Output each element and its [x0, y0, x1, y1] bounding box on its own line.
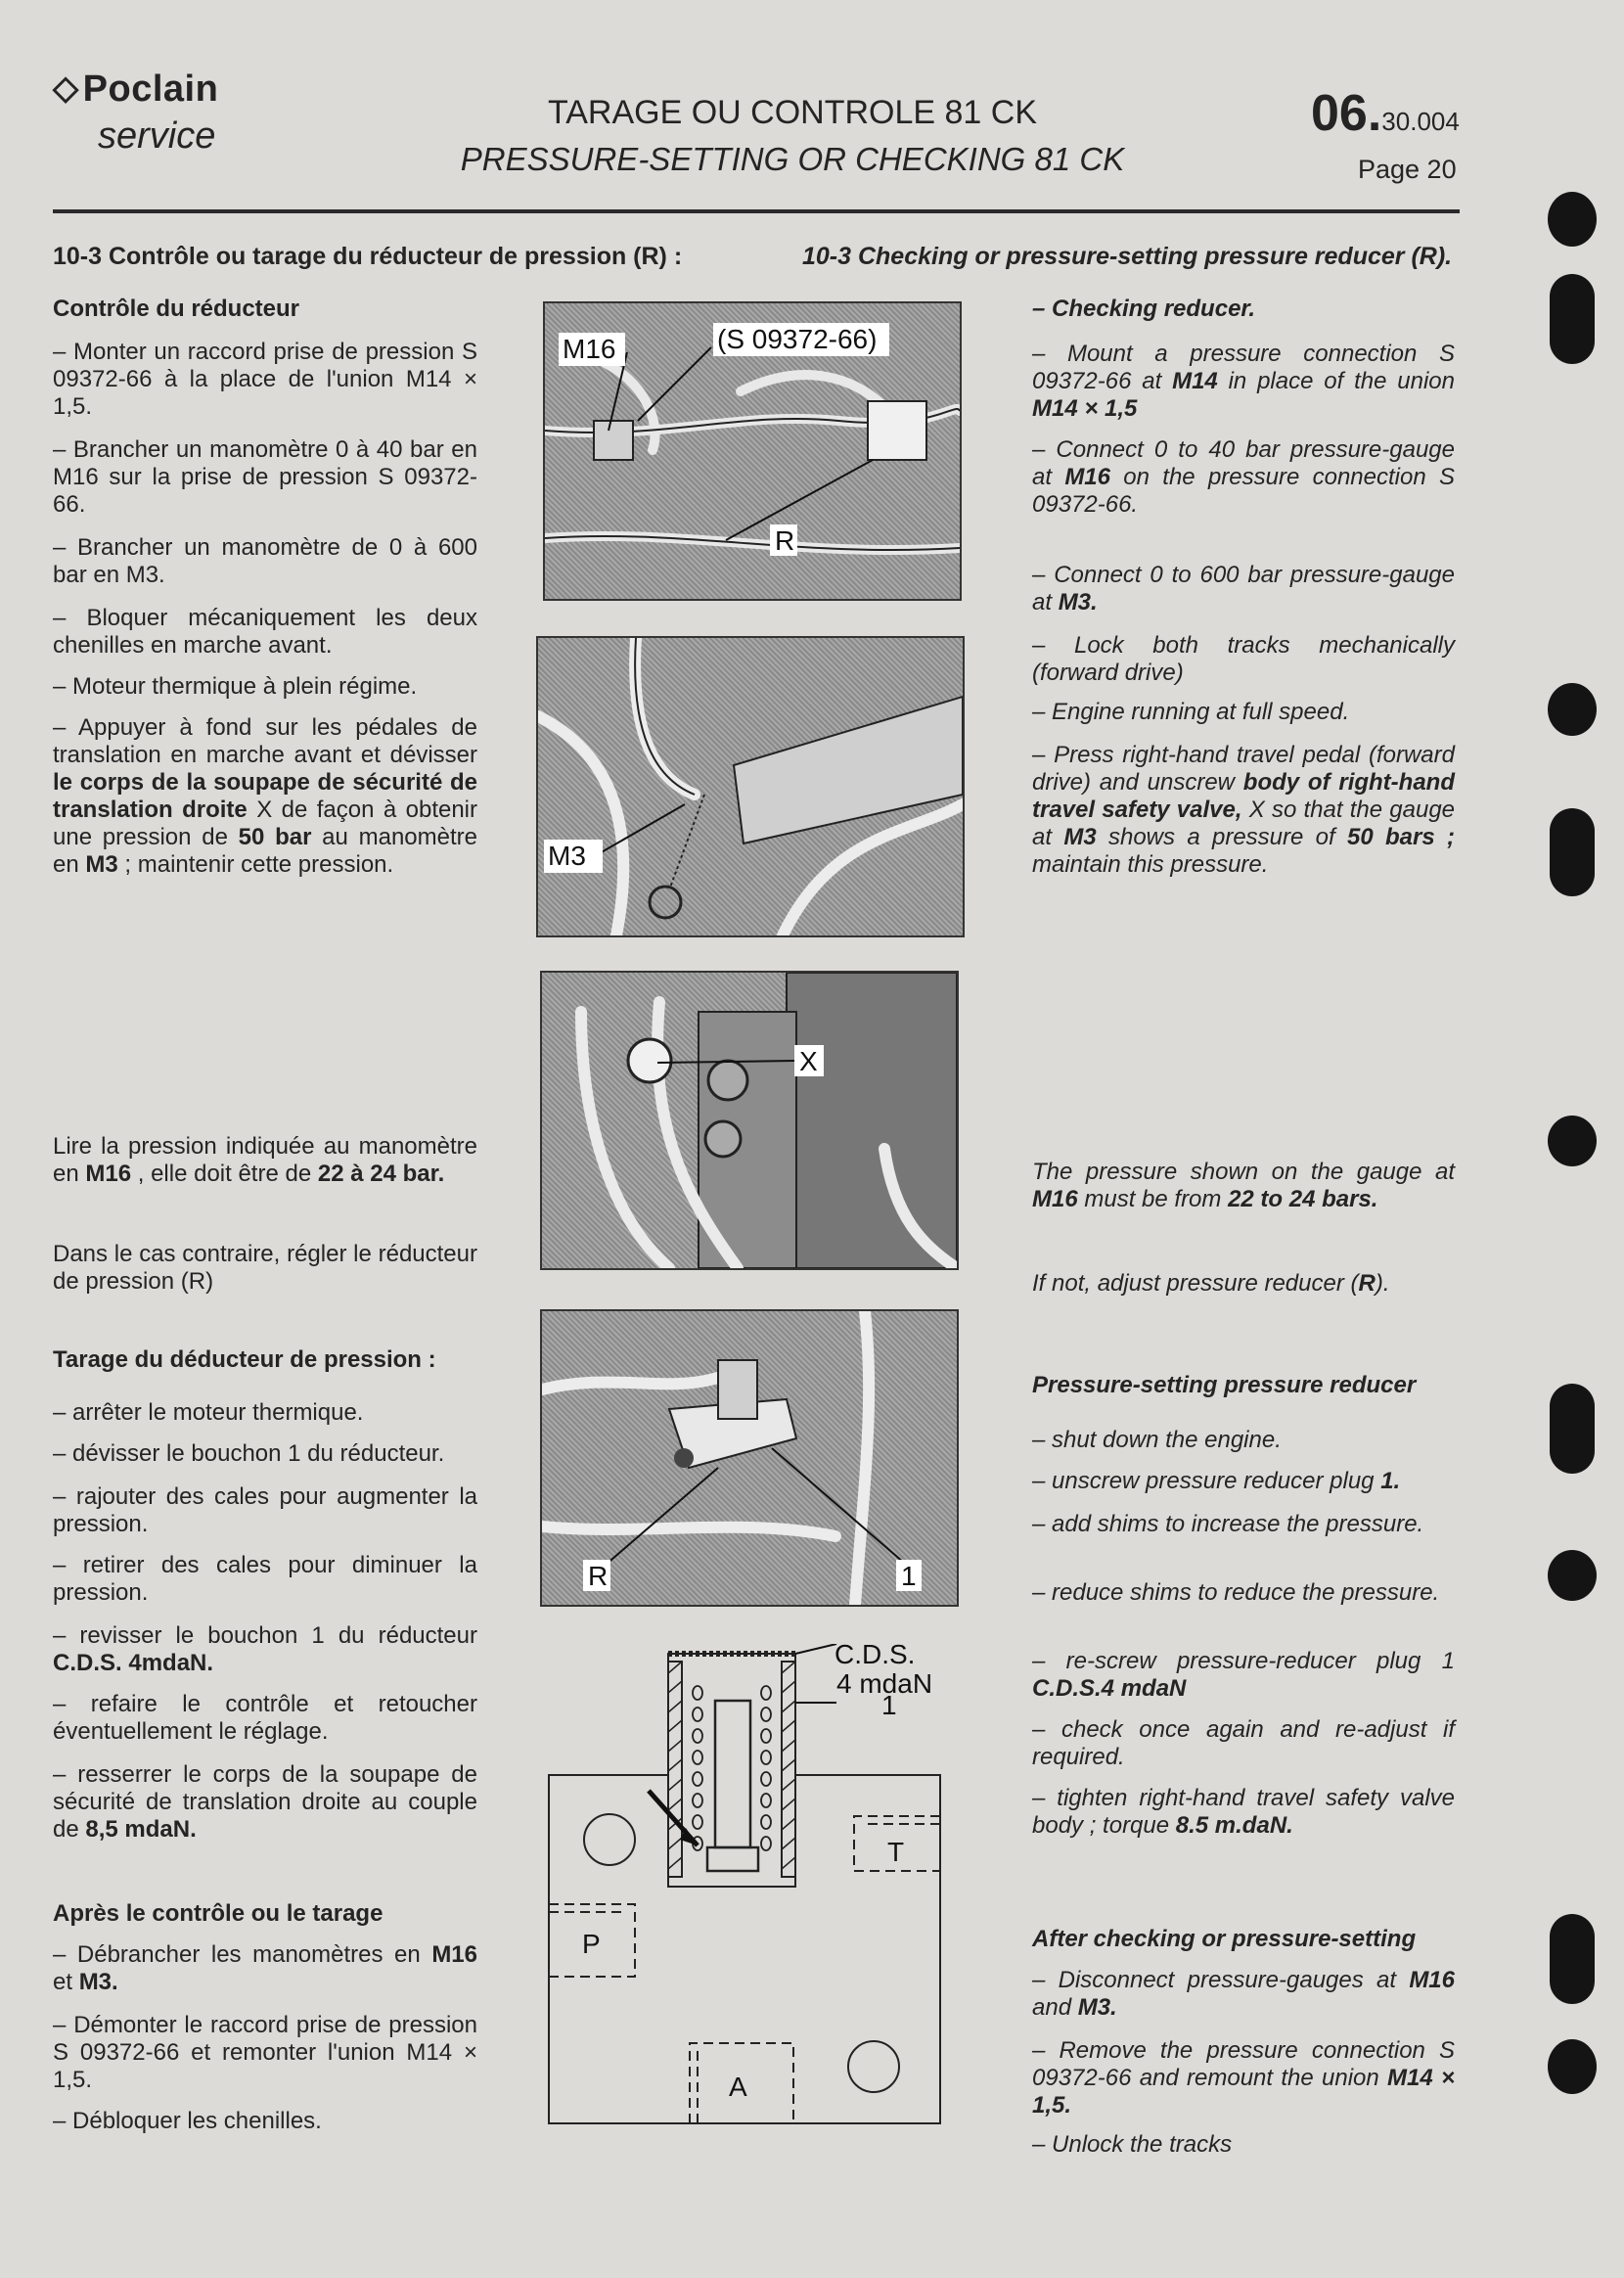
photo-pressure-reducer-r [540, 1309, 959, 1607]
fr-step-6-b: le corps de la soupape de sécurité de translation droite [53, 769, 477, 823]
en-setting-3: – add shims to increase the pressure. [1032, 1511, 1424, 1537]
diamond-logo-icon: ◇ [53, 69, 79, 107]
callout-cds: C.D.S. [835, 1644, 916, 1669]
en-step-6 [1032, 742, 1455, 879]
en-after-2 [1032, 2037, 1455, 2119]
fr-step-1: – Monter un raccord prise de pression S 09372-66 à la place de l'union M14 × 1,5. [53, 339, 477, 420]
en-step-6-c: X so that the gauge at [1032, 797, 1456, 850]
photo-2-drawing [538, 638, 963, 935]
fr-after-1-b: M16 [431, 1941, 477, 1968]
brand-logo [53, 68, 218, 111]
binder-hole [1548, 683, 1597, 736]
en-step-6-e: shows a pressure of [1096, 824, 1347, 850]
en-after-3: – Unlock the tracks [1032, 2131, 1233, 2158]
en-read-a: The pressure shown on the gauge at [1032, 1159, 1455, 1185]
fr-step-5: – Moteur thermique à plein régime. [53, 673, 418, 700]
en-after-1-d: M3. [1077, 1994, 1117, 2021]
en-setting-7-a: – tighten right-hand travel safety valve body ; torque [1032, 1785, 1455, 1839]
fr-setting-5 [53, 1622, 477, 1677]
fr-step-3: – Brancher un manomètre de 0 à 600 bar en M3. [53, 534, 477, 588]
fr-after-heading: Après le contrôle ou le tarage [53, 1900, 383, 1927]
en-step-1-a: – Mount a pressure connection S 09372-66 at [1032, 341, 1455, 394]
en-step-6-d: M3 [1063, 824, 1097, 850]
binder-slot [1550, 1384, 1595, 1474]
fr-after-1-d: M3. [78, 1969, 118, 1995]
en-step-1-c: in place of the union [1217, 368, 1455, 394]
en-step-6-b: body of right-hand travel safety valve, [1032, 769, 1455, 823]
en-setting-1: – shut down the engine. [1032, 1427, 1282, 1453]
document-number [1311, 84, 1460, 143]
fr-setting-7 [53, 1761, 477, 1844]
en-after-1-c: and [1032, 1994, 1078, 2021]
fr-step-6-d: 50 bar [238, 824, 312, 850]
en-step-2-a: – Connect 0 to 40 bar pressure-gauge at [1032, 436, 1455, 490]
en-after-2-b: M14 × 1,5. [1032, 2065, 1456, 2119]
fr-after-1-c: et [53, 1969, 79, 1995]
fr-step-6-a: – Appuyer à fond sur les pédales de translation en marche avant et dévisser [53, 714, 477, 768]
fr-setting-7-a: – resserrer le corps de la soupape de sécurité de translation droite au couple de [53, 1761, 477, 1843]
port-t-label: T [887, 1837, 905, 1867]
fr-read-b: M16 [85, 1161, 132, 1187]
callout-r: R [775, 525, 795, 556]
photo-3-drawing [542, 973, 957, 1268]
header-rule [53, 209, 1460, 213]
document-number-sub: 30.004 [1381, 107, 1460, 136]
en-read-c: must be from [1077, 1186, 1229, 1212]
en-step-2-b: M16 [1064, 464, 1110, 490]
en-setting-6: – check once again and re-adjust if required. [1032, 1716, 1455, 1770]
binder-slot [1550, 1914, 1595, 2004]
en-step-4: – Lock both tracks mechanically (forward drive) [1032, 632, 1455, 686]
fr-setting-5-b: C.D.S. 4mdaN. [53, 1650, 214, 1676]
callout-plug-1: 1 [901, 1561, 917, 1591]
fr-read-d: 22 à 24 bar. [317, 1161, 445, 1187]
photo-gauge-m3 [536, 636, 965, 937]
en-read-pressure [1032, 1159, 1455, 1213]
photo-safety-valve-x [540, 971, 959, 1270]
fr-after-3: – Débloquer les chenilles. [53, 2108, 322, 2134]
callout-tool-number: (S 09372-66) [717, 324, 878, 354]
binder-hole [1548, 1550, 1597, 1601]
fr-step-6-c: X de façon à obtenir une pression de [53, 797, 478, 850]
en-otherwise-c: ). [1375, 1270, 1390, 1297]
en-step-6-g: maintain this pressure. [1032, 851, 1269, 878]
fr-step-6-g: ; maintenir cette pression. [117, 851, 394, 878]
en-after-2-a: – Remove the pressure connection S 09372-66 and remount the union [1032, 2037, 1455, 2091]
en-setting-7-b: 8.5 m.daN. [1175, 1812, 1293, 1839]
en-read-d: 22 to 24 bars. [1228, 1186, 1378, 1212]
port-p-label: P [582, 1929, 601, 1959]
fr-setting-5-a: – revisser le bouchon 1 du réducteur [53, 1622, 477, 1649]
en-check-heading: – Checking reducer. [1032, 296, 1256, 322]
fr-step-4: – Bloquer mécaniquement les deux chenilles en marche avant. [53, 605, 477, 659]
en-setting-5-a: – re-screw pressure-reducer plug 1 [1032, 1648, 1455, 1674]
fr-setting-4: – retirer des cales pour diminuer la pression. [53, 1552, 477, 1606]
en-after-1-a: – Disconnect pressure-gauges at [1032, 1967, 1410, 1993]
callout-m3: M3 [548, 841, 586, 871]
en-step-3-b: M3. [1058, 589, 1098, 615]
fr-check-heading: Contrôle du réducteur [53, 296, 300, 322]
en-after-1 [1032, 1967, 1455, 2022]
binder-hole [1548, 2039, 1597, 2094]
photo-pressure-connection-m16 [543, 301, 962, 601]
binder-slot [1550, 808, 1595, 896]
page-number: Page 20 [1358, 155, 1457, 184]
en-step-5: – Engine running at full speed. [1032, 699, 1350, 725]
en-step-6-a: – Press right-hand travel pedal (forward drive) and unscrew [1032, 742, 1455, 796]
photo-4-drawing [542, 1311, 957, 1605]
page-subtitle: PRESSURE-SETTING OR CHECKING 81 CK [460, 141, 1125, 177]
fr-otherwise: Dans le cas contraire, régler le réducteur de pression (R) [53, 1241, 477, 1295]
fr-setting-heading: Tarage du déducteur de pression : [53, 1346, 436, 1373]
port-a-label: A [729, 2072, 747, 2102]
binder-slot [1550, 274, 1595, 364]
fr-step-6 [53, 714, 477, 879]
callout-m16: M16 [563, 334, 616, 364]
en-setting-2-a: – unscrew pressure reducer plug [1032, 1468, 1381, 1494]
fr-setting-3: – rajouter des cales pour augmenter la pression. [53, 1483, 477, 1537]
en-otherwise-a: If not, adjust pressure reducer ( [1032, 1270, 1359, 1297]
fr-after-1-a: – Débrancher les manomètres en [53, 1941, 432, 1968]
callout-r-2: R [588, 1561, 609, 1591]
section-heading-en: 10-3 Checking or pressure-setting pressure reducer (R). [802, 243, 1453, 270]
en-step-2-c: on the pressure connection S 09372-66. [1032, 464, 1455, 518]
en-otherwise-b: R [1358, 1270, 1376, 1297]
photo-1-drawing [545, 303, 960, 599]
en-step-1 [1032, 341, 1455, 423]
en-setting-4: – reduce shims to reduce the pressure. [1032, 1579, 1440, 1606]
logo-text: Poclain [82, 68, 219, 110]
diagram-5-drawing [543, 1644, 973, 2133]
fr-setting-7-b: 8,5 mdaN. [85, 1816, 197, 1843]
en-setting-5-b: C.D.S.4 mdaN [1032, 1675, 1187, 1702]
fr-after-1 [53, 1941, 477, 1996]
fr-setting-1: – arrêter le moteur thermique. [53, 1399, 364, 1426]
diagram-reducer-section [543, 1644, 973, 2133]
en-step-6-f: 50 bars ; [1347, 824, 1456, 850]
binder-hole [1548, 192, 1597, 247]
en-otherwise [1032, 1270, 1455, 1298]
callout-torque: 4 mdaN [836, 1668, 933, 1699]
page-title: TARAGE OU CONTROLE 81 CK [547, 94, 1038, 131]
fr-read-pressure [53, 1133, 477, 1188]
en-step-1-b: M14 [1172, 368, 1218, 394]
fr-step-2: – Brancher un manomètre 0 à 40 bar en M16 sur la prise de pression S 09372-66. [53, 436, 477, 518]
en-after-1-b: M16 [1409, 1967, 1455, 1993]
fr-setting-2: – dévisser le bouchon 1 du réducteur. [53, 1440, 445, 1467]
en-setting-7 [1032, 1785, 1455, 1840]
en-setting-2 [1032, 1468, 1455, 1495]
section-heading-fr: 10-3 Contrôle ou tarage du réducteur de pression (R) : [53, 243, 683, 270]
callout-plug-1-section: 1 [881, 1690, 897, 1720]
fr-step-6-f: M3 [85, 851, 118, 878]
fr-read-a: Lire la pression indiquée au manomètre en [53, 1133, 477, 1187]
en-read-b: M16 [1032, 1186, 1078, 1212]
service-label: service [98, 115, 216, 157]
en-setting-5 [1032, 1648, 1455, 1703]
document-number-main: 06. [1311, 85, 1382, 142]
en-step-2 [1032, 436, 1455, 519]
en-step-3 [1032, 562, 1455, 616]
en-after-heading: After checking or pressure-setting [1032, 1926, 1417, 1952]
callout-x: X [799, 1046, 818, 1076]
en-step-1-d: M14 × 1,5 [1032, 395, 1138, 422]
fr-read-c: , elle doit être de [131, 1161, 318, 1187]
binder-hole [1548, 1116, 1597, 1166]
en-setting-heading: Pressure-setting pressure reducer [1032, 1372, 1417, 1398]
fr-after-2: – Démonter le raccord prise de pression S 09372-66 et remonter l'union M14 × 1,5. [53, 2012, 477, 2093]
fr-setting-6: – refaire le contrôle et retoucher éventuellement le réglage. [53, 1691, 477, 1745]
fr-step-6-e: au manomètre en [53, 824, 477, 878]
en-step-3-a: – Connect 0 to 600 bar pressure-gauge at [1032, 562, 1455, 615]
en-setting-2-b: 1. [1380, 1468, 1401, 1494]
